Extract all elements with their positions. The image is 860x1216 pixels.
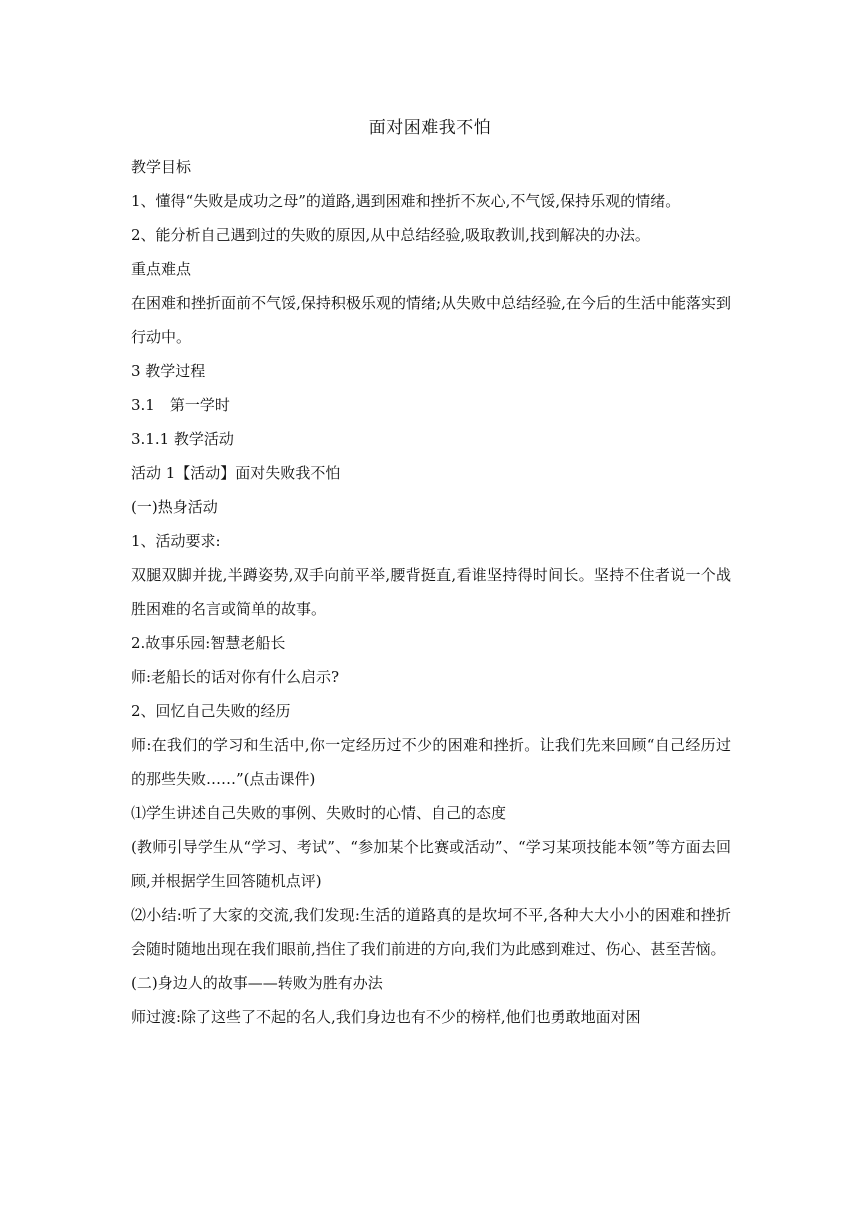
recall-heading: 2、回忆自己失败的经历 bbox=[131, 702, 291, 720]
part-heading-stories: (二)身边人的故事——转败为胜有办法 bbox=[131, 974, 383, 992]
warmup-requirement-text: 双腿双脚并拢,半蹲姿势,双手向前平举,腰背挺直,看谁坚持得时间长。坚持不住者说一个战胜困难的名言或简单的故事。 bbox=[131, 566, 731, 618]
teacher-recall-text: 师:在我们的学习和生活中,你一定经历过不少的困难和挫折。让我们先来回顾“自己经历过的那些失败……”(点击课件) bbox=[131, 736, 731, 788]
section-heading-objectives: 教学目标 bbox=[131, 158, 192, 176]
subsection-heading-activities: 3.1.1 教学活动 bbox=[131, 430, 234, 448]
objective-item-2: 2、能分析自己遇到过的失败的原因,从中总结经验,吸取教训,找到解决的办法。 bbox=[131, 226, 650, 244]
part-heading-warmup: (一)热身活动 bbox=[131, 498, 218, 516]
section-heading-process: 3 教学过程 bbox=[131, 362, 206, 380]
teacher-transition-text: 师过渡:除了这些了不起的名人,我们身边也有不少的榜样,他们也勇敢地面对困 bbox=[131, 1008, 641, 1026]
summary-item: ⑵小结:听了大家的交流,我们发现:生活的道路真的是坎坷不平,各种大大小小的困难和挫折会随时随地出现在我们眼前,挡住了我们前进的方向,我们为此感到难过、伤心、甚至苦恼。 bbox=[131, 906, 731, 958]
activity-heading: 活动 1【活动】面对失败我不怕 bbox=[131, 464, 341, 482]
story-heading: 2.故事乐园:智慧老船长 bbox=[131, 634, 286, 652]
key-points-text: 在困难和挫折面前不气馁,保持积极乐观的情绪;从失败中总结经验,在今后的生活中能落实到行动中。 bbox=[131, 294, 731, 346]
objective-item-1: 1、懂得“失败是成功之母”的道路,遇到困难和挫折不灰心,不气馁,保持乐观的情绪。 bbox=[131, 192, 681, 210]
warmup-requirement-heading: 1、活动要求: bbox=[131, 532, 221, 550]
document-title: 面对困难我不怕 bbox=[368, 118, 492, 138]
teacher-question: 师:老船长的话对你有什么启示? bbox=[131, 668, 340, 686]
document-body bbox=[131, 150, 731, 1034]
subsection-heading-lesson-1: 3.1 第一学时 bbox=[131, 396, 230, 414]
teacher-guidance-note: (教师引导学生从“学习、考试”、“参加某个比赛或活动”、“学习某项技能本领”等方面去回顾,并根据学生回答随机点评) bbox=[131, 838, 731, 890]
section-heading-key-points: 重点难点 bbox=[131, 260, 192, 278]
student-share-item: ⑴学生讲述自己失败的事例、失败时的心情、自己的态度 bbox=[131, 804, 507, 822]
